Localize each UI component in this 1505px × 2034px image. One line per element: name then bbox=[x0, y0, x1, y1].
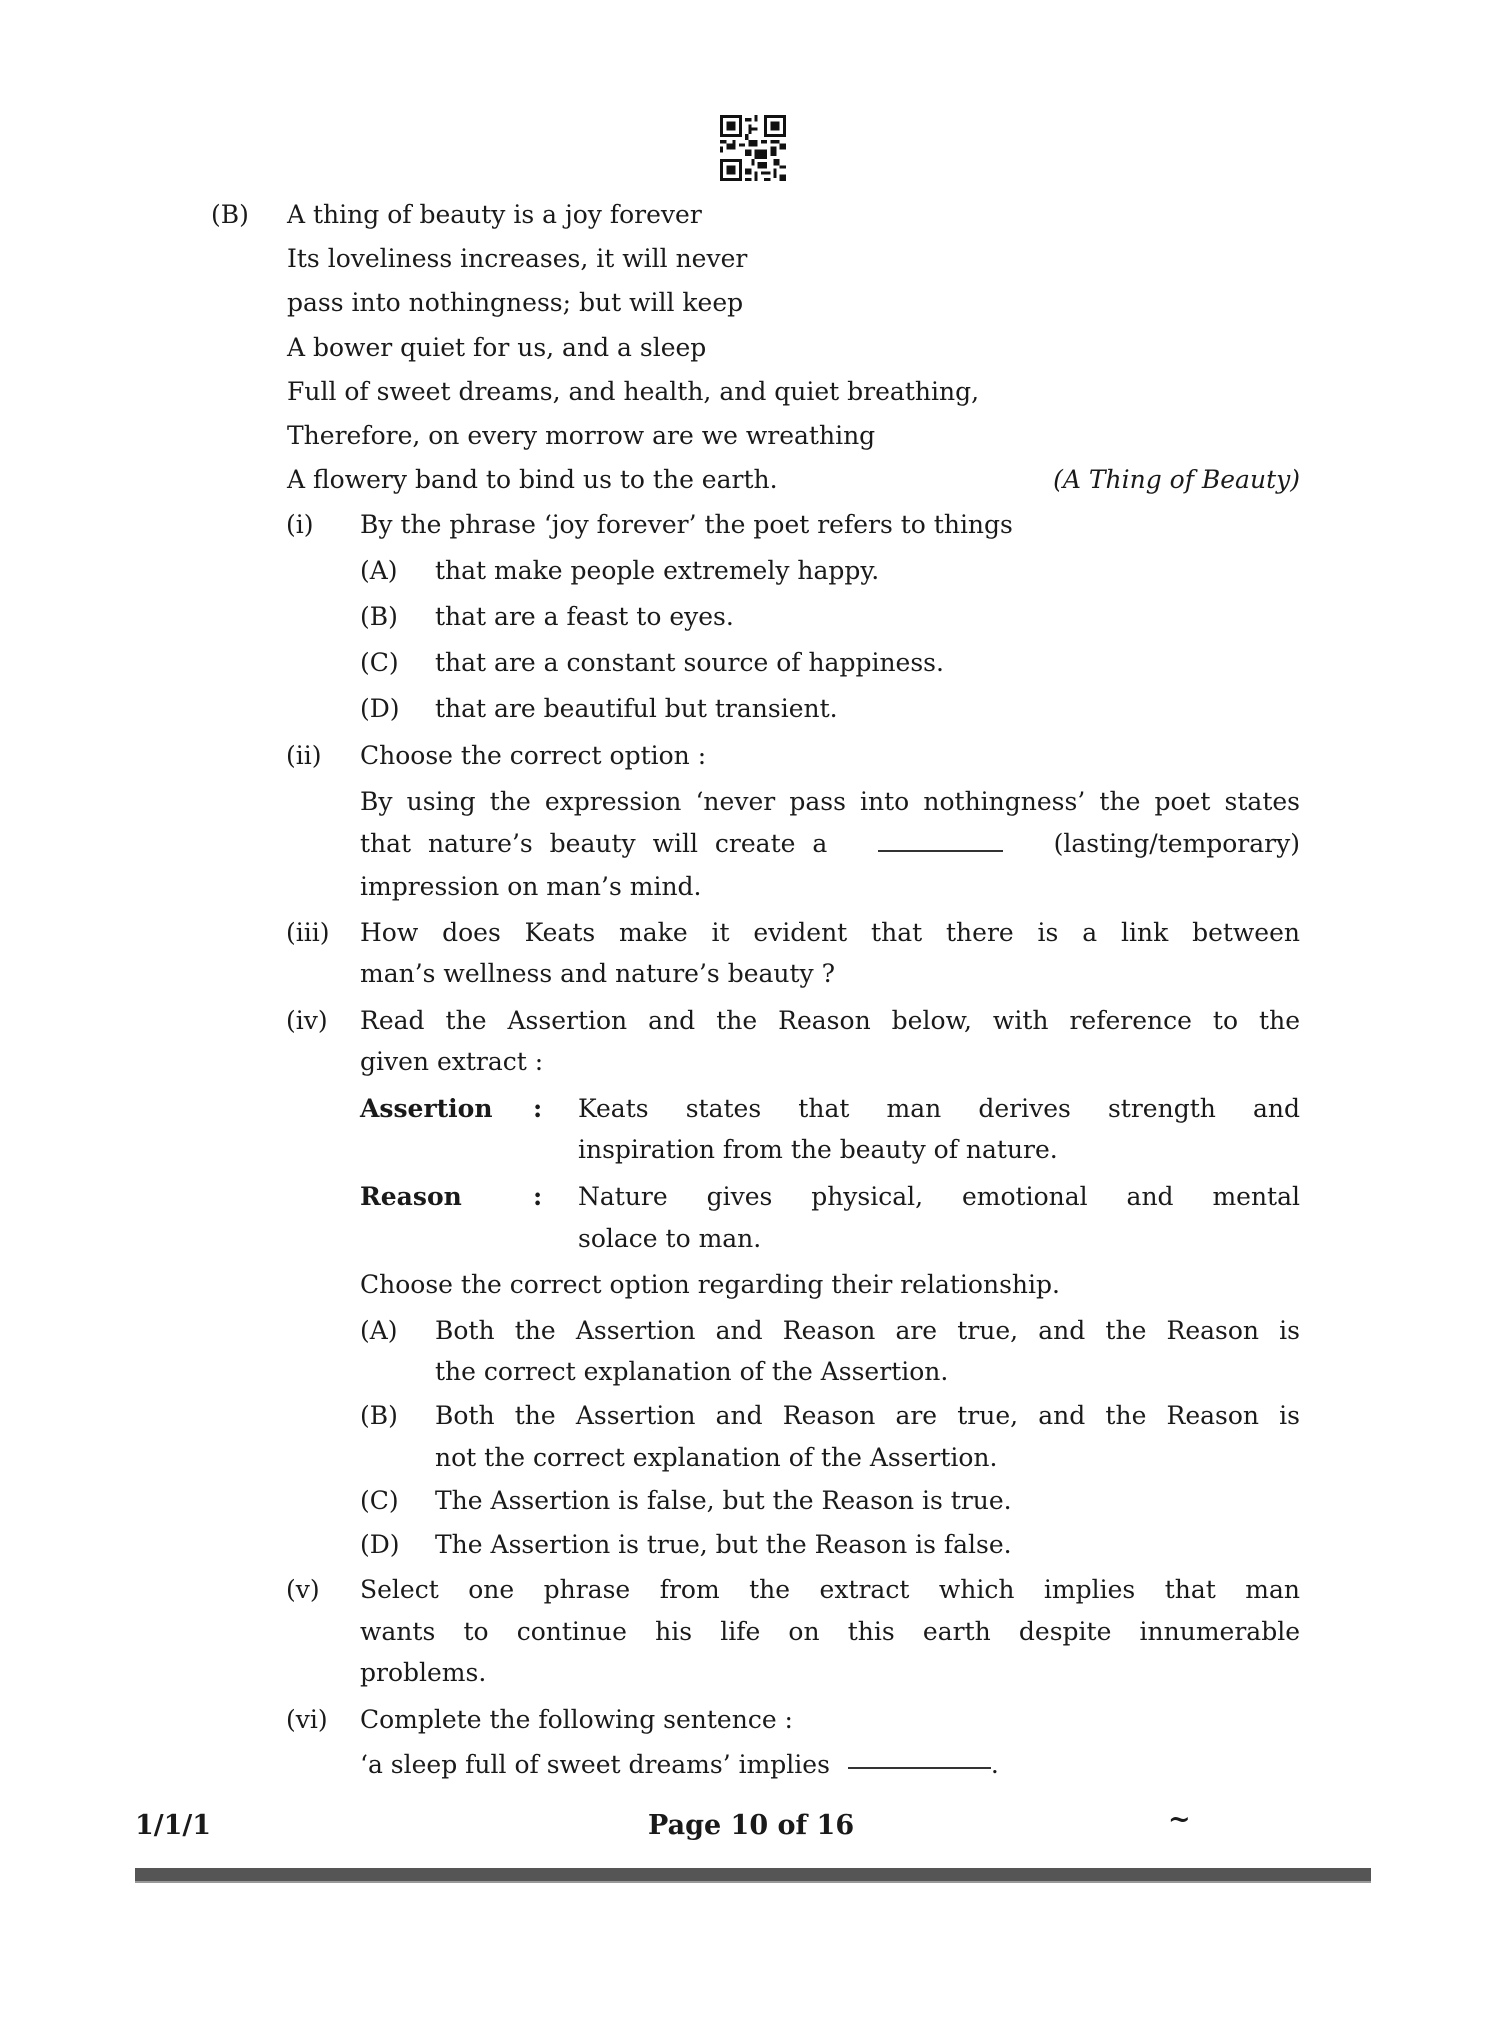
question-text: wants to continue his life on this earth despite innumerable bbox=[360, 1617, 1300, 1646]
question-text: Read the Assertion and the Reason below, with reference to the bbox=[360, 1006, 1300, 1035]
question-number: (iii) bbox=[286, 918, 330, 947]
option-text: that are a feast to eyes. bbox=[435, 602, 734, 631]
answer-blank bbox=[878, 850, 1003, 852]
question-text: By the phrase ‘joy forever’ the poet refers to things bbox=[360, 510, 1013, 539]
page-number: Page 10 of 16 bbox=[648, 1810, 855, 1841]
answer-choices: (lasting/temporary) bbox=[1053, 829, 1300, 858]
question-text: ‘a sleep full of sweet dreams’ implies bbox=[360, 1750, 830, 1779]
poem-line: A flowery band to bind us to the earth. bbox=[287, 465, 778, 494]
question-text: How does Keats make it evident that there is a link between bbox=[360, 918, 1300, 947]
option-label: (D) bbox=[360, 1530, 400, 1559]
question-text: By using the expression ‘never pass into nothingness’ the poet states bbox=[360, 787, 1300, 816]
assertion-text: Keats states that man derives strength and bbox=[578, 1094, 1300, 1123]
question-number: (i) bbox=[286, 510, 314, 539]
paper-code: 1/1/1 bbox=[135, 1810, 212, 1841]
option-text: Both the Assertion and Reason are true, and the Reason is bbox=[435, 1401, 1300, 1430]
qr-code-icon bbox=[720, 115, 786, 181]
option-text: that are a constant source of happiness. bbox=[435, 648, 944, 677]
question-number: (vi) bbox=[286, 1705, 328, 1734]
option-text: The Assertion is true, but the Reason is false. bbox=[435, 1530, 1012, 1559]
question-text: problems. bbox=[360, 1658, 487, 1687]
section-label: (B) bbox=[211, 200, 249, 229]
poem-line: A thing of beauty is a joy forever bbox=[287, 200, 702, 229]
assertion-text: inspiration from the beauty of nature. bbox=[578, 1135, 1058, 1164]
question-number: (ii) bbox=[286, 741, 322, 770]
reason-text: solace to man. bbox=[578, 1224, 762, 1253]
question-number: (v) bbox=[286, 1575, 320, 1604]
question-fill-line bbox=[360, 829, 1300, 859]
option-label: (A) bbox=[360, 556, 398, 585]
poem-line: Therefore, on every morrow are we wreathing bbox=[287, 421, 876, 450]
footer-mark: ~ bbox=[1168, 1804, 1191, 1835]
reason-text: Nature gives physical, emotional and mental bbox=[578, 1182, 1300, 1211]
assertion-colon: : bbox=[533, 1094, 543, 1123]
option-text: the correct explanation of the Assertion. bbox=[435, 1357, 949, 1386]
poem-line: Its loveliness increases, it will never bbox=[287, 244, 748, 273]
question-text: Select one phrase from the extract which implies that man bbox=[360, 1575, 1300, 1604]
assertion-label: Assertion bbox=[360, 1094, 493, 1123]
poem-line: A bower quiet for us, and a sleep bbox=[287, 333, 707, 362]
question-instruction: Choose the correct option regarding their relationship. bbox=[360, 1270, 1060, 1299]
option-label: (A) bbox=[360, 1316, 398, 1345]
option-text: Both the Assertion and Reason are true, and the Reason is bbox=[435, 1316, 1300, 1345]
question-number: (iv) bbox=[286, 1006, 328, 1035]
poem-line: pass into nothingness; but will keep bbox=[287, 288, 744, 317]
question-text: Choose the correct option : bbox=[360, 741, 707, 770]
question-text: Complete the following sentence : bbox=[360, 1705, 793, 1734]
option-text: that make people extremely happy. bbox=[435, 556, 880, 585]
option-text: The Assertion is false, but the Reason is true. bbox=[435, 1486, 1012, 1515]
reason-label: Reason bbox=[360, 1182, 462, 1211]
question-text: given extract : bbox=[360, 1047, 544, 1076]
poem-source: (A Thing of Beauty) bbox=[1053, 465, 1300, 494]
option-label: (C) bbox=[360, 1486, 399, 1515]
sentence-end: . bbox=[990, 1750, 999, 1779]
option-label: (B) bbox=[360, 1401, 398, 1430]
footer-divider bbox=[135, 1868, 1371, 1883]
option-text: that are beautiful but transient. bbox=[435, 694, 838, 723]
option-label: (B) bbox=[360, 602, 398, 631]
question-text: impression on man’s mind. bbox=[360, 872, 702, 901]
question-text: that nature’s beauty will create a bbox=[360, 829, 828, 858]
option-label: (C) bbox=[360, 648, 399, 677]
option-text: not the correct explanation of the Assertion. bbox=[435, 1443, 998, 1472]
question-text: man’s wellness and nature’s beauty ? bbox=[360, 959, 836, 988]
answer-blank bbox=[848, 1767, 991, 1769]
question-fill-line bbox=[360, 1750, 999, 1780]
poem-line: Full of sweet dreams, and health, and quiet breathing, bbox=[287, 377, 980, 406]
option-label: (D) bbox=[360, 694, 400, 723]
reason-colon: : bbox=[533, 1182, 543, 1211]
